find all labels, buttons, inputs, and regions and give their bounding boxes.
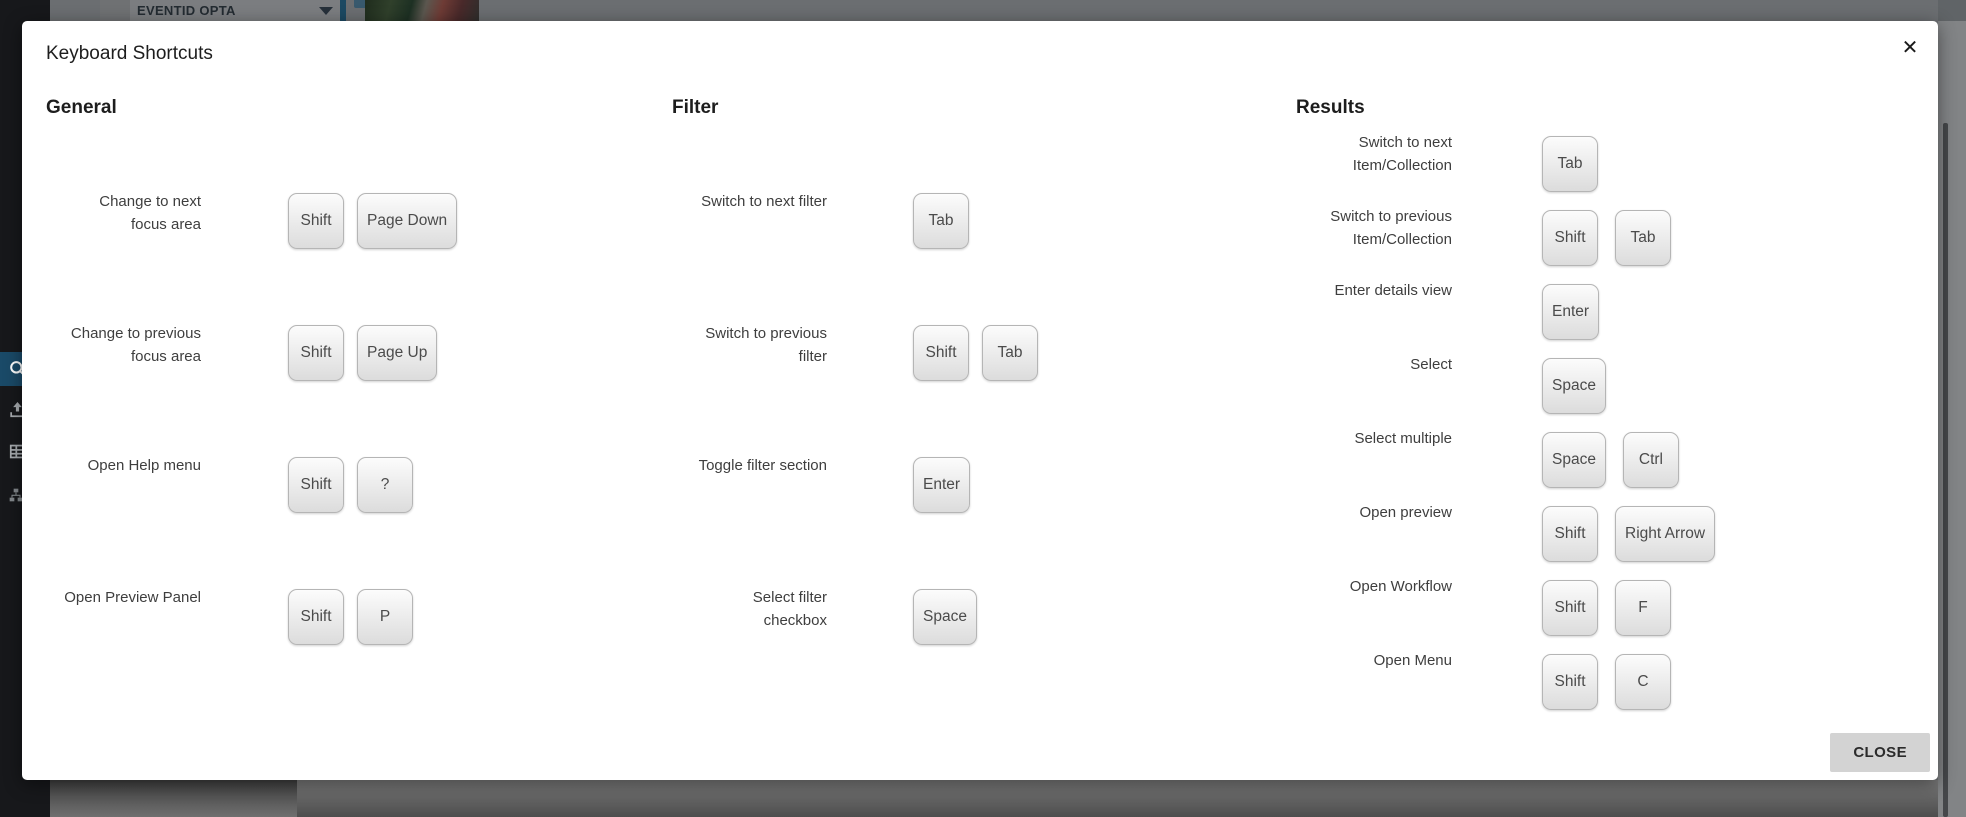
key-c: C bbox=[1615, 654, 1671, 710]
shortcut-description-line: Open Help menu bbox=[87, 457, 201, 474]
shortcut-row bbox=[1296, 210, 1796, 284]
shortcut-row bbox=[672, 193, 1142, 325]
key-shift: Shift bbox=[288, 325, 344, 381]
shortcut-row bbox=[1296, 432, 1796, 506]
shortcut-description-line: checkbox bbox=[763, 612, 827, 629]
shortcut-description-line: Item/Collection bbox=[1352, 157, 1452, 174]
shortcut-row bbox=[672, 589, 1142, 721]
key-shift: Shift bbox=[1542, 210, 1598, 266]
shortcut-description bbox=[46, 586, 201, 609]
dimmed-page-bottom-left bbox=[50, 780, 297, 817]
key-space: Space bbox=[1542, 358, 1606, 414]
shortcut-description bbox=[46, 190, 201, 236]
shortcut-description-line: Open Preview Panel bbox=[64, 589, 201, 606]
key-tab: Tab bbox=[913, 193, 969, 249]
shortcut-description-line: Select bbox=[1410, 356, 1452, 373]
key-shift: Shift bbox=[288, 457, 344, 513]
shortcut-row bbox=[46, 193, 516, 325]
shortcut-description-line: Select multiple bbox=[1354, 430, 1452, 447]
key-shift: Shift bbox=[288, 589, 344, 645]
shortcut-description bbox=[1296, 575, 1452, 598]
shortcut-description-line: Switch to next filter bbox=[701, 193, 827, 210]
shortcut-description bbox=[1296, 205, 1452, 251]
shortcut-keys bbox=[913, 193, 969, 249]
shortcut-keys bbox=[913, 589, 977, 645]
shortcut-keys bbox=[288, 457, 413, 513]
key-tab: Tab bbox=[982, 325, 1038, 381]
dialog-title: Keyboard Shortcuts bbox=[46, 43, 213, 64]
key-shift: Shift bbox=[1542, 654, 1598, 710]
chevron-down-icon bbox=[319, 7, 333, 15]
shortcut-description-line: Toggle filter section bbox=[698, 457, 827, 474]
key-tab: Tab bbox=[1615, 210, 1671, 266]
toolbar-spacer bbox=[100, 0, 130, 21]
shortcut-row bbox=[46, 457, 516, 589]
shortcut-row bbox=[1296, 506, 1796, 580]
shortcut-description bbox=[1296, 131, 1452, 177]
key-question-mark: ? bbox=[357, 457, 413, 513]
shortcut-row bbox=[1296, 580, 1796, 654]
shortcut-keys bbox=[913, 325, 1038, 381]
shortcut-description bbox=[46, 454, 201, 477]
section-general bbox=[46, 97, 516, 721]
shortcut-description bbox=[672, 586, 827, 632]
key-shift: Shift bbox=[1542, 506, 1598, 562]
scrollbar[interactable] bbox=[1943, 123, 1948, 817]
shortcut-description bbox=[1296, 427, 1452, 450]
shortcut-keys bbox=[288, 589, 413, 645]
shortcut-row bbox=[1296, 284, 1796, 358]
section-title: Filter bbox=[672, 97, 719, 118]
keyboard-shortcuts-dialog bbox=[22, 21, 1938, 780]
key-shift: Shift bbox=[288, 193, 344, 249]
dimmed-page-bottom-right bbox=[297, 780, 1938, 817]
shortcut-keys bbox=[288, 325, 437, 381]
key-space: Space bbox=[913, 589, 977, 645]
key-enter: Enter bbox=[913, 457, 970, 513]
section-title: Results bbox=[1296, 97, 1365, 118]
accent-divider bbox=[340, 0, 346, 21]
shortcut-row bbox=[46, 589, 516, 721]
shortcut-description-line: Select filter bbox=[752, 589, 827, 606]
thumbnail-image bbox=[365, 0, 479, 21]
shortcut-row bbox=[46, 325, 516, 457]
key-f: F bbox=[1615, 580, 1671, 636]
key-space: Space bbox=[1542, 432, 1606, 488]
eventid-dropdown[interactable] bbox=[130, 0, 345, 21]
key-p: P bbox=[357, 589, 413, 645]
key-page-up: Page Up bbox=[357, 325, 437, 381]
shortcut-keys bbox=[1542, 506, 1715, 562]
shortcut-keys bbox=[288, 193, 457, 249]
shortcut-keys bbox=[1542, 358, 1606, 414]
shortcut-description-line: Switch to previous bbox=[1330, 208, 1452, 225]
section-title: General bbox=[46, 97, 117, 118]
shortcut-description bbox=[1296, 353, 1452, 376]
shortcut-row bbox=[1296, 654, 1796, 728]
key-enter: Enter bbox=[1542, 284, 1599, 340]
close-button[interactable]: CLOSE bbox=[1830, 733, 1930, 772]
shortcut-description-line: Open preview bbox=[1359, 504, 1452, 521]
shortcut-description-line: Enter details view bbox=[1334, 282, 1452, 299]
key-ctrl: Ctrl bbox=[1623, 432, 1679, 488]
shortcut-description bbox=[46, 322, 201, 368]
shortcut-description-line: Switch to next bbox=[1358, 134, 1452, 151]
shortcut-keys bbox=[1542, 284, 1599, 340]
top-toolbar bbox=[50, 0, 1966, 21]
shortcut-description bbox=[672, 190, 827, 213]
key-page-down: Page Down bbox=[357, 193, 457, 249]
eventid-dropdown-label: EVENTID OPTA bbox=[137, 3, 236, 18]
shortcut-description-line: Item/Collection bbox=[1352, 231, 1452, 248]
shortcut-description bbox=[672, 454, 827, 477]
shortcut-keys bbox=[1542, 136, 1598, 192]
key-tab: Tab bbox=[1542, 136, 1598, 192]
shortcut-description-line: Open Workflow bbox=[1349, 578, 1452, 595]
shortcut-description-line: focus area bbox=[130, 216, 201, 233]
shortcut-description-line: Change to next bbox=[99, 193, 201, 210]
shortcut-keys bbox=[1542, 210, 1671, 266]
key-shift: Shift bbox=[1542, 580, 1598, 636]
key-shift: Shift bbox=[913, 325, 969, 381]
shortcut-description-line: focus area bbox=[130, 348, 201, 365]
shortcut-description bbox=[1296, 649, 1452, 672]
shortcut-description bbox=[1296, 279, 1452, 302]
shortcut-row bbox=[672, 457, 1142, 589]
section-results bbox=[1296, 97, 1796, 728]
toolbar-right-corner bbox=[1938, 0, 1966, 21]
shortcut-description-line: Switch to previous bbox=[705, 325, 827, 342]
close-icon[interactable]: ✕ bbox=[1896, 33, 1924, 61]
shortcut-keys bbox=[913, 457, 970, 513]
shortcut-keys bbox=[1542, 580, 1671, 636]
shortcut-description-line: Open Menu bbox=[1373, 652, 1452, 669]
shortcut-description bbox=[672, 322, 827, 368]
shortcut-keys bbox=[1542, 432, 1679, 488]
shortcut-row bbox=[672, 325, 1142, 457]
key-right-arrow: Right Arrow bbox=[1615, 506, 1715, 562]
shortcut-row bbox=[1296, 358, 1796, 432]
shortcut-description bbox=[1296, 501, 1452, 524]
section-filter bbox=[672, 97, 1142, 721]
shortcut-row bbox=[1296, 136, 1796, 210]
shortcut-description-line: filter bbox=[798, 348, 827, 365]
shortcut-description-line: Change to previous bbox=[70, 325, 201, 342]
shortcut-keys bbox=[1542, 654, 1671, 710]
page-scroll-area bbox=[1938, 21, 1966, 817]
